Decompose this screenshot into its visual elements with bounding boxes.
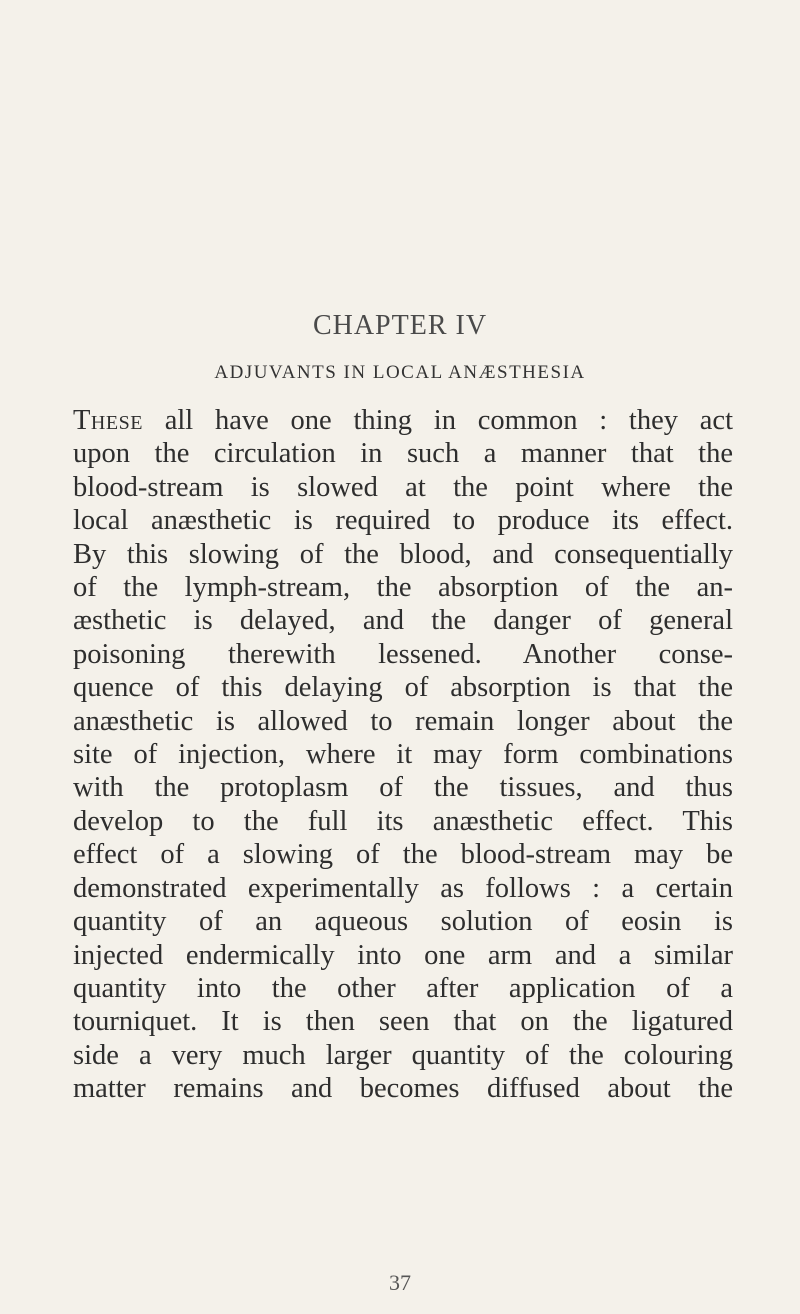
text-line: injected endermically into one arm and a similar [73, 939, 733, 971]
text-line: local anæsthetic is required to produce its effect. [73, 505, 733, 537]
text-line: æsthetic is delayed, and the danger of general [73, 605, 733, 637]
text-line: anæsthetic is allowed to remain longer about the [73, 705, 733, 737]
chapter-heading: CHAPTER IV [312, 310, 488, 341]
text-line: site of injection, where it may form combinations [73, 739, 733, 771]
text-line: quence of this delaying of absorption is that the [73, 672, 733, 704]
chapter-title: ADJUVANTS IN LOCAL ANÆSTHESIA [214, 362, 586, 383]
text-line: poisoning therewith lessened. Another conse- [73, 638, 733, 670]
text-line: blood-stream is slowed at the point where the [73, 471, 733, 503]
text-line: side a very much larger quantity of the colouring [73, 1039, 733, 1071]
text-line: tourniquet. It is then seen that on the ligatured [73, 1006, 733, 1038]
text-line: demonstrated experimentally as follows : a certain [73, 872, 733, 904]
text-line: quantity into the other after application of a [73, 972, 733, 1004]
text-line: effect of a slowing of the blood-stream may be [73, 839, 733, 871]
text-line: matter remains and becomes diffused about the [73, 1073, 733, 1105]
text-line: with the protoplasm of the tissues, and thus [73, 772, 733, 804]
text-line: develop to the full its anæsthetic effect. This [73, 805, 733, 837]
text-line: By this slowing of the blood, and consequentially [73, 538, 733, 570]
page-number: 37 [389, 1270, 411, 1295]
text-line: of the lymph-stream, the absorption of the an- [73, 572, 733, 604]
text-line: upon the circulation in such a manner that the [73, 438, 733, 470]
text-line: These all have one thing in common : they act [73, 405, 733, 436]
lead-word: These [73, 405, 143, 436]
body-paragraph [73, 404, 733, 1106]
text-line: quantity of an aqueous solution of eosin is [73, 906, 733, 938]
